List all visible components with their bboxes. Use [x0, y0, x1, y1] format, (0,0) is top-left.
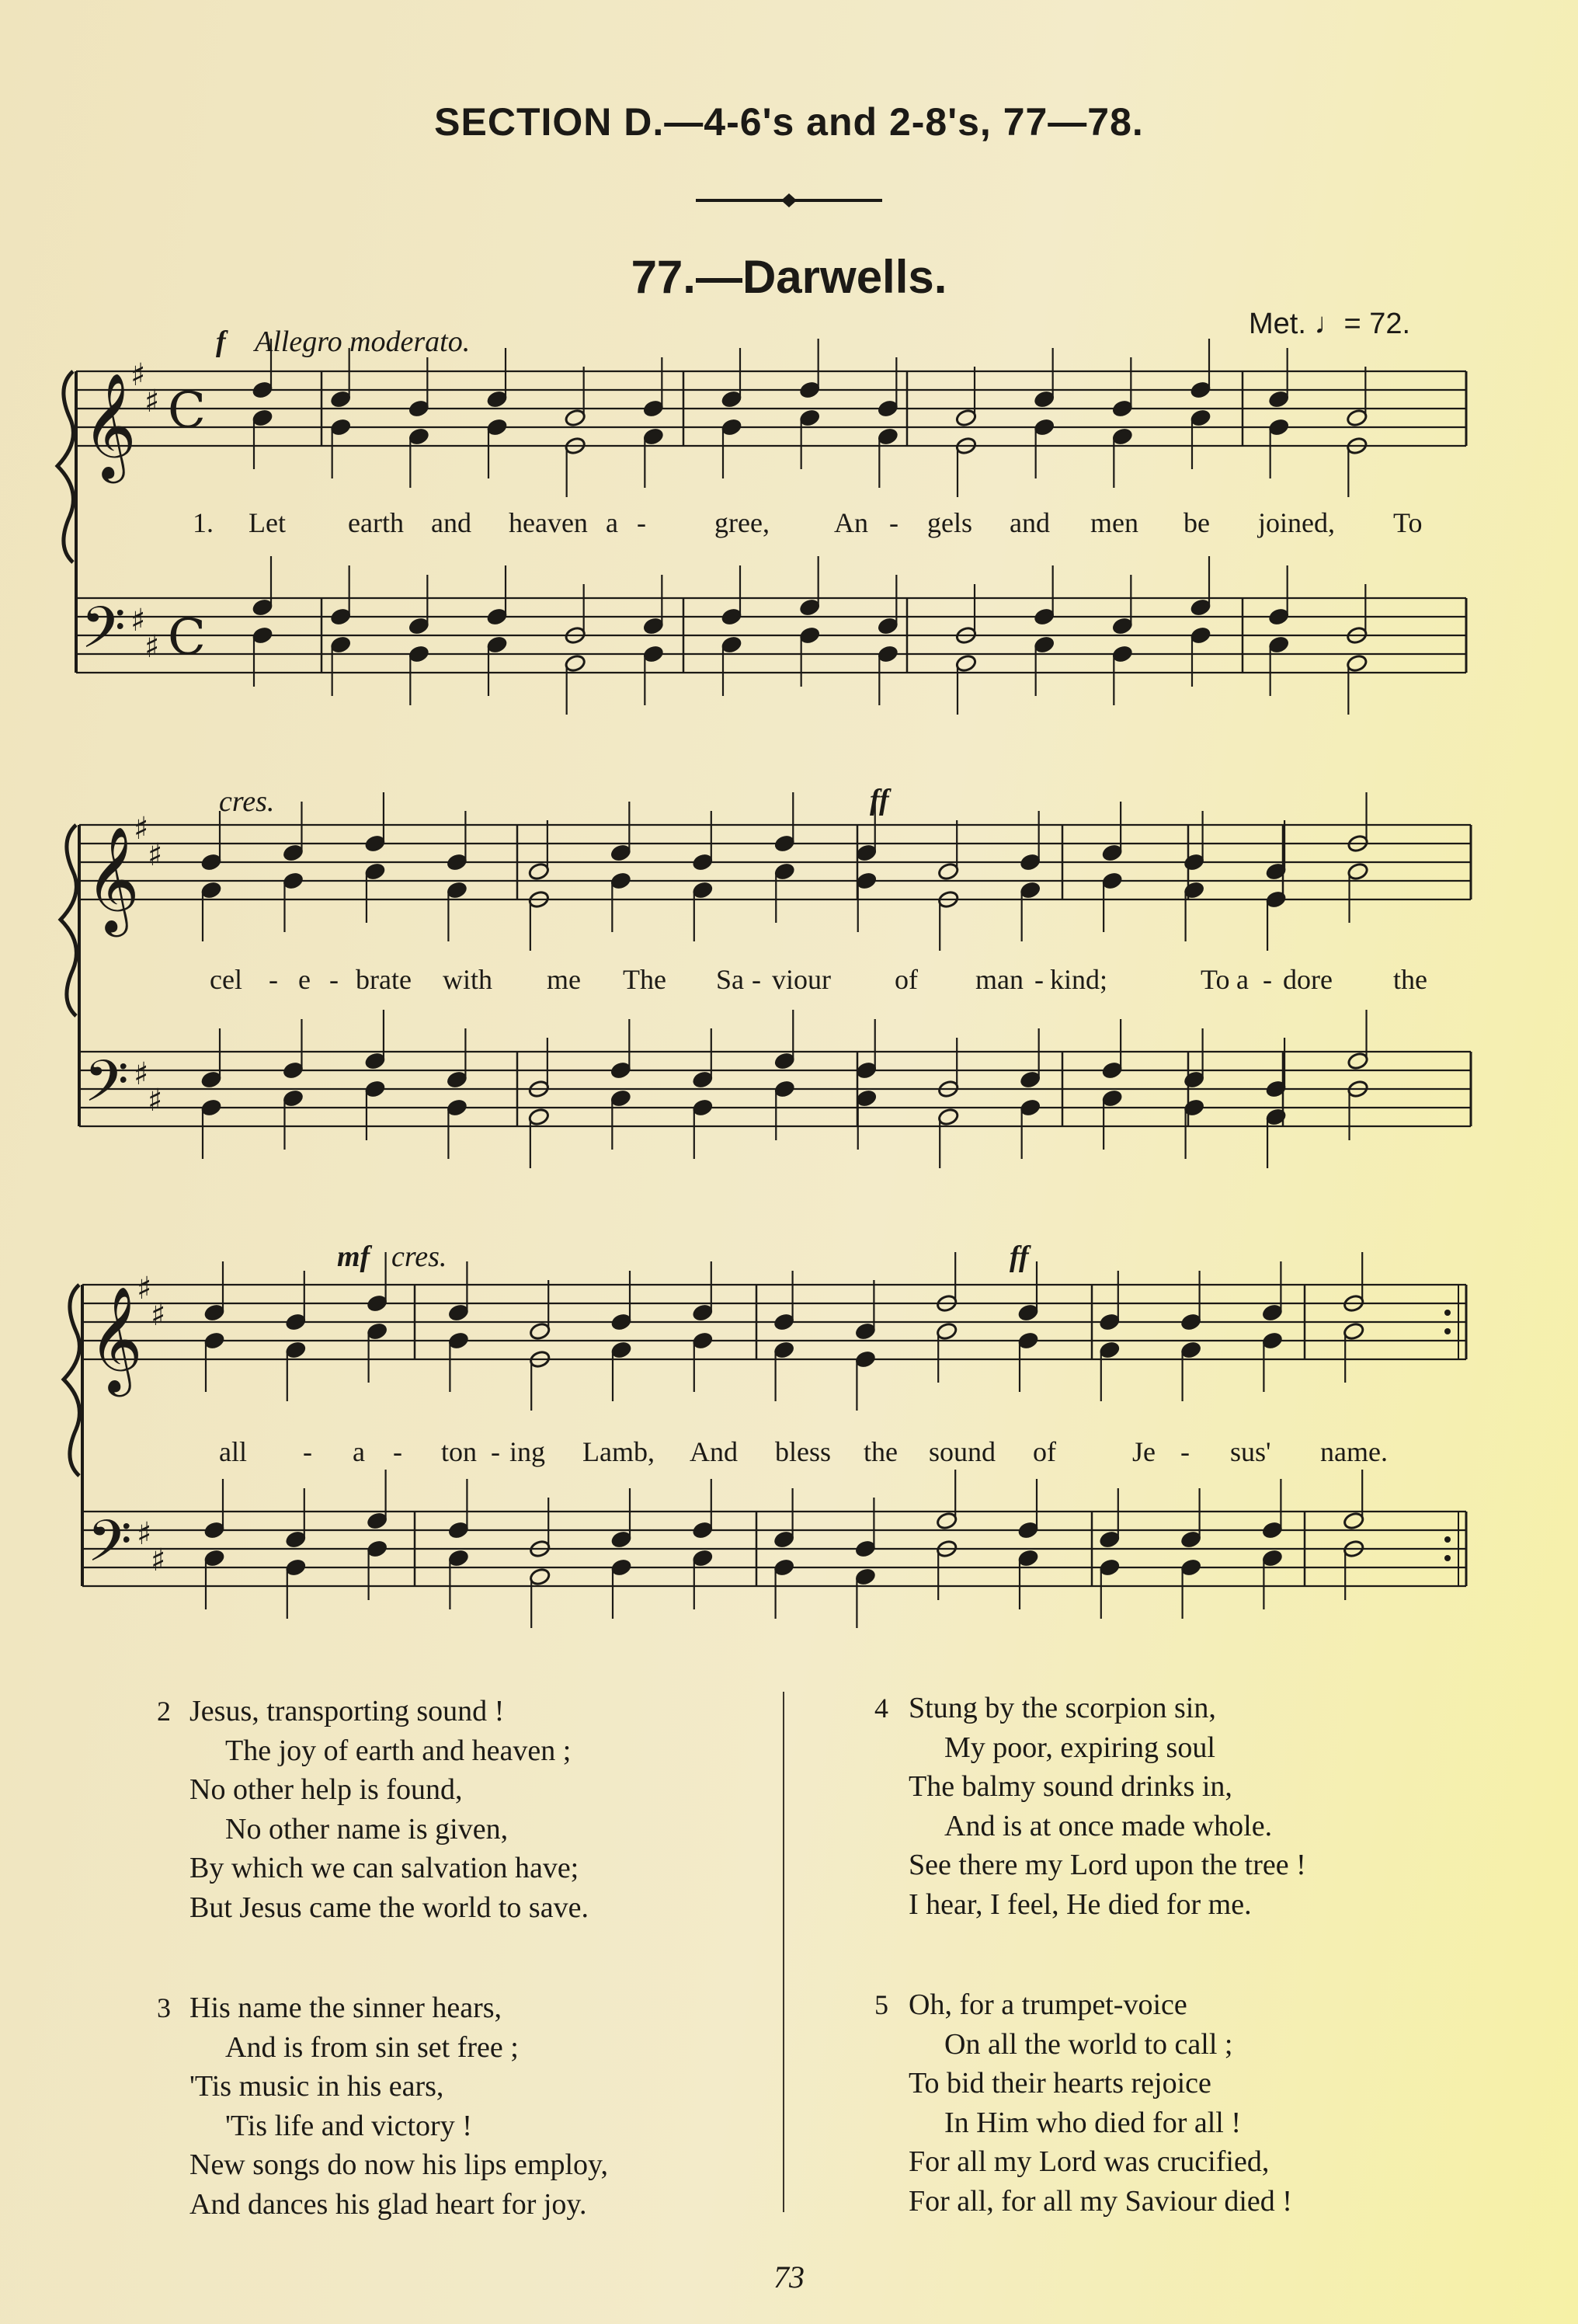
lyric-syllable: of: [1033, 1436, 1056, 1467]
lyric-syllable: Lamb,: [582, 1436, 655, 1467]
lyric-syllable: The: [623, 964, 666, 995]
lyric-hyphen: -: [1263, 964, 1272, 995]
verse-line: To bid their hearts rejoice: [909, 2067, 1211, 2100]
bass-clef-icon: 𝄢: [87, 1508, 132, 1589]
time-signature-icon: C: [168, 382, 206, 440]
lyric-syllable: ton: [441, 1436, 478, 1467]
lyric-syllable: of: [895, 964, 918, 995]
dynamic-ff-2: ff: [1010, 1240, 1029, 1273]
lyric-syllable: a: [1236, 964, 1249, 995]
verse-3: [189, 1988, 608, 2224]
verse-line: The joy of earth and heaven ;: [225, 1734, 572, 1767]
verse-line: The balmy sound drinks in,: [909, 1770, 1232, 1803]
verse-number: 4: [874, 1693, 888, 1724]
lyric-hyphen: -: [752, 964, 761, 995]
lyric-syllable: ing: [509, 1436, 546, 1467]
lyric-hyphen: -: [491, 1436, 500, 1467]
repeat-dot: [1444, 1555, 1451, 1561]
verse-number: 3: [157, 1992, 171, 2023]
sharp-icon: ♯: [137, 1516, 152, 1552]
lyric-syllable: and: [431, 507, 471, 538]
lyric-syllable: viour: [772, 964, 831, 995]
verse-number: 2: [157, 1696, 171, 1727]
verse-line: New songs do now his lips employ,: [189, 2148, 609, 2181]
lyric-syllable: the: [1393, 964, 1427, 995]
lyric-syllable: name.: [1320, 1436, 1388, 1467]
verse-number: 5: [874, 1989, 888, 2020]
verse-line: 'Tis music in his ears,: [189, 2070, 444, 2103]
verse-line: But Jesus came the world to save.: [189, 1891, 589, 1924]
sharp-icon: ♯: [130, 603, 146, 638]
brace: [57, 371, 73, 562]
hymn-title: 77.—Darwells.: [631, 251, 947, 303]
lyric-hyphen: -: [393, 1436, 402, 1467]
lyric-syllable: sound: [929, 1436, 996, 1467]
lyric-hyphen: -: [303, 1436, 312, 1467]
lyric-syllable: To: [1393, 507, 1423, 538]
sharp-icon: ♯: [148, 1083, 163, 1119]
verse-4: [909, 1689, 1306, 1924]
sharp-icon: ♯: [144, 384, 160, 419]
lyric-syllable: all: [219, 1436, 247, 1467]
verse-line: Oh, for a trumpet-voice: [909, 1988, 1187, 2021]
lyric-syllable: men: [1090, 507, 1138, 538]
sharp-icon: ♯: [144, 629, 160, 665]
verse-line: Stung by the scorpion sin,: [909, 1692, 1216, 1724]
lyric-hyphen: -: [329, 964, 339, 995]
lyric-syllable: Sa: [716, 964, 744, 995]
sharp-icon: ♯: [151, 1297, 166, 1333]
verse-line: And dances his glad heart for joy.: [189, 2187, 587, 2221]
lyric-syllable: Let: [249, 507, 286, 538]
verse-5: [909, 1985, 1292, 2221]
lyric-syllable: e: [298, 964, 311, 995]
lyric-syllable: bless: [775, 1436, 831, 1467]
verse-line: 'Tis life and victory !: [225, 2109, 472, 2142]
verse-line: His name the sinner hears,: [189, 1992, 502, 2024]
column-divider: [783, 1692, 784, 2212]
verse-line: See there my Lord upon the tree !: [909, 1849, 1306, 1881]
dynamic-forte: f: [216, 325, 226, 358]
dynamic-cres-1: cres.: [219, 785, 275, 818]
verse-line: My poor, expiring soul: [944, 1731, 1215, 1764]
dynamic-cres-2: cres.: [391, 1240, 447, 1273]
lyric-syllable: with: [443, 964, 493, 995]
sharp-icon: ♯: [130, 357, 146, 393]
sharp-icon: ♯: [134, 811, 149, 847]
lyric-syllable: 1.: [193, 507, 214, 538]
repeat-dot: [1444, 1328, 1451, 1334]
treble-clef-icon: 𝄞: [85, 825, 140, 932]
bass-clef-icon: 𝄢: [81, 594, 126, 676]
lyric-syllable: gree,: [714, 507, 770, 538]
lyric-hyphen: -: [889, 507, 898, 538]
lyric-syllable: a: [353, 1436, 365, 1467]
lyric-hyphen: -: [637, 507, 646, 538]
lyric-syllable: To: [1201, 964, 1230, 995]
lyric-syllable: gels: [927, 507, 972, 538]
lyric-syllable: Je: [1132, 1436, 1156, 1467]
lyric-syllable: and: [1010, 507, 1050, 538]
lyric-syllable: brate: [356, 964, 412, 995]
lyric-syllable: me: [547, 964, 581, 995]
brace: [64, 1285, 79, 1476]
repeat-dot: [1444, 1310, 1451, 1316]
lyric-syllable: a: [606, 507, 618, 538]
dynamic-mf: mf: [337, 1240, 370, 1273]
lyric-syllable: kind;: [1050, 964, 1108, 995]
treble-clef-icon: 𝄞: [82, 371, 137, 478]
repeat-dot: [1444, 1536, 1451, 1543]
verse-line: No other name is given,: [225, 1812, 509, 1846]
lyric-hyphen: -: [269, 964, 278, 995]
verse-line: And is from sin set free ;: [225, 2030, 519, 2064]
bass-clef-icon: 𝄢: [84, 1048, 129, 1129]
verse-line: In Him who died for all !: [944, 2106, 1242, 2139]
lyric-syllable: be: [1184, 507, 1210, 538]
page-number: 73: [773, 2260, 805, 2294]
lyric-syllable: An: [834, 507, 868, 538]
lyric-syllable: dore: [1283, 964, 1333, 995]
lyric-hyphen: -: [1034, 964, 1044, 995]
lyric-syllable: cel: [210, 964, 242, 995]
verse-line: And is at once made whole.: [944, 1809, 1273, 1842]
verse-line: I hear, I feel, He died for me.: [909, 1887, 1252, 1921]
metronome-marking: Met. ♩= 72.: [1249, 308, 1411, 340]
time-signature-icon: C: [168, 609, 206, 666]
verse-line: By which we can salvation have;: [189, 1852, 579, 1884]
tempo-marking: Allegro moderato.: [255, 325, 471, 358]
verse-line: For all, for all my Saviour died !: [909, 2184, 1292, 2218]
lyric-hyphen: -: [1180, 1436, 1190, 1467]
verse-line: For all my Lord was crucified,: [909, 2145, 1270, 2178]
sharp-icon: ♯: [137, 1271, 152, 1306]
sharp-icon: ♯: [151, 1543, 166, 1578]
lyric-syllable: man: [975, 964, 1024, 995]
sharp-icon: ♯: [148, 837, 163, 873]
section-title: SECTION D.—4-6's and 2-8's, 77—78.: [434, 100, 1144, 144]
brace: [61, 825, 76, 1016]
verse-2: [189, 1692, 589, 1927]
sharp-icon: ♯: [134, 1056, 149, 1092]
dynamic-ff-1: ff: [870, 784, 889, 816]
lyric-syllable: earth: [348, 507, 404, 538]
lyric-syllable: heaven: [509, 507, 588, 538]
verse-line: No other help is found,: [189, 1773, 463, 1806]
verse-line: Jesus, transporting sound !: [189, 1695, 505, 1727]
lyric-syllable: the: [864, 1436, 898, 1467]
verse-line: On all the world to call ;: [944, 2027, 1233, 2061]
lyric-syllable: sus': [1230, 1436, 1271, 1467]
lyric-syllable: And: [690, 1436, 738, 1467]
lyric-syllable: joined,: [1258, 507, 1335, 538]
treble-clef-icon: 𝄞: [89, 1285, 143, 1392]
